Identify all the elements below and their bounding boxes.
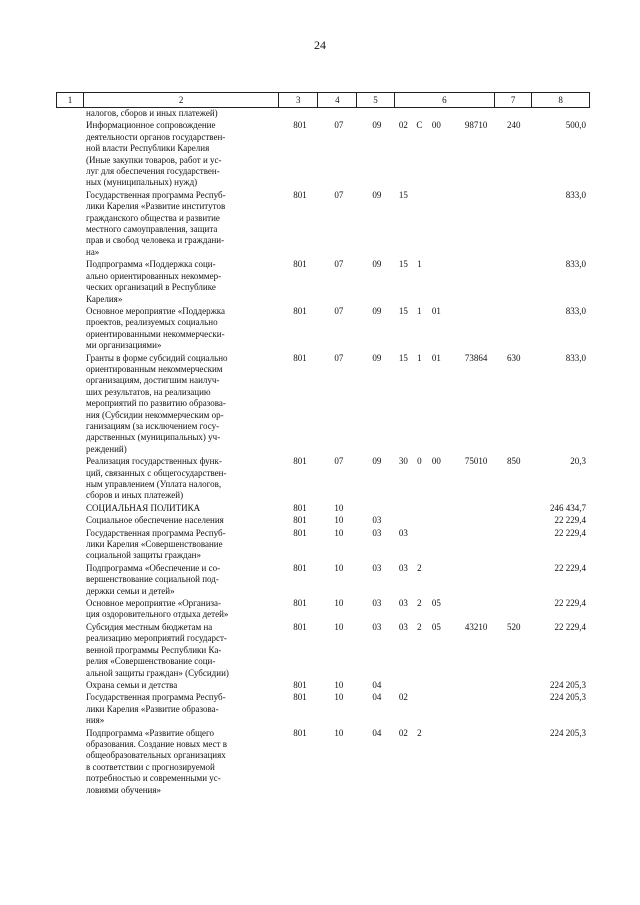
header-col-2: 2	[84, 93, 279, 107]
target-direction	[445, 108, 487, 119]
row-expense-type: 850	[507, 456, 521, 467]
table-row	[56, 515, 590, 526]
target-program: 02	[398, 120, 408, 131]
row-expense-type	[495, 515, 532, 526]
row-expense-type	[495, 503, 532, 514]
row-subsection-code	[358, 503, 395, 514]
row-target-article	[395, 259, 495, 305]
row-section-code: 07	[334, 259, 344, 270]
row-expense-type	[495, 598, 532, 621]
row-subsection-code: 09	[372, 259, 382, 270]
budget-table	[56, 92, 590, 797]
row-subsection-code: 09	[372, 305, 382, 316]
target-direction: 98710	[464, 120, 488, 131]
row-target-article	[395, 503, 495, 514]
row-description: Субсидия местным бюджетам на реализацию мероприятий государст- венной программы Республики Ка- релия «Совершенствование соци- альной защиты граждан» (Субсидии)	[86, 621, 229, 678]
table-row	[56, 680, 590, 691]
row-amount: 500,0	[565, 120, 586, 131]
target-subprogram	[411, 503, 427, 514]
target-activity	[427, 728, 445, 796]
row-expense-type: 520	[507, 621, 521, 632]
table-row	[56, 692, 590, 726]
target-direction	[445, 190, 487, 258]
header-col-3: 3	[279, 93, 318, 107]
table-row	[56, 528, 590, 562]
row-expense-type	[495, 528, 532, 562]
target-direction	[445, 563, 487, 597]
target-program: 03	[398, 621, 408, 632]
row-ministry-code: 801	[293, 515, 307, 526]
row-ministry-code: 801	[293, 727, 307, 738]
target-direction	[445, 528, 487, 562]
row-amount: 833,0	[565, 259, 586, 270]
row-subsection-code: 03	[372, 621, 382, 632]
row-section-code: 10	[334, 562, 344, 573]
row-target-article	[395, 528, 495, 562]
row-description: Охрана семьи и детства	[86, 679, 178, 690]
row-amount: 833,0	[565, 352, 586, 363]
row-section-code: 10	[334, 527, 344, 538]
row-subsection-code: 04	[372, 692, 382, 703]
target-direction	[445, 680, 487, 691]
row-ministry-code: 801	[293, 352, 307, 363]
row-target-article	[395, 353, 495, 456]
row-section-code: 10	[334, 692, 344, 703]
target-activity: 05	[431, 621, 441, 632]
target-program: 02	[398, 692, 408, 703]
target-subprogram	[411, 692, 427, 726]
row-subsection-code: 03	[372, 515, 382, 526]
target-activity: 00	[431, 456, 441, 467]
table-row	[56, 108, 590, 119]
row-subsection-code: 04	[372, 727, 382, 738]
row-subsection-code: 04	[372, 679, 382, 690]
row-section-code: 07	[334, 120, 344, 131]
row-target-article	[395, 598, 495, 621]
row-description: Реализация государственных функ- ций, связанных с общегосударствен- ным управлением (Уплата налогов, сборов и иных платежей)	[86, 456, 227, 501]
target-subprogram	[411, 528, 427, 562]
target-program	[395, 108, 411, 119]
row-target-article	[395, 515, 495, 526]
table-row	[56, 306, 590, 352]
header-col-1: 1	[56, 93, 84, 107]
header-col-6: 6	[395, 93, 495, 107]
target-direction	[445, 728, 487, 796]
row-amount: 22 229,4	[554, 621, 586, 632]
target-program: 15	[398, 189, 408, 200]
row-target-article	[395, 190, 495, 258]
row-subsection-code: 09	[372, 189, 382, 200]
target-program	[395, 680, 411, 691]
target-subprogram	[411, 190, 427, 258]
target-program: 15	[398, 305, 408, 316]
table-body	[56, 108, 590, 796]
row-target-article	[395, 456, 495, 502]
target-subprogram	[411, 108, 427, 119]
table-row	[56, 503, 590, 514]
row-ministry-code: 801	[293, 456, 307, 467]
row-section-code: 10	[334, 502, 344, 513]
row-ministry-code: 801	[293, 598, 307, 609]
row-expense-type	[495, 190, 532, 258]
target-direction	[445, 598, 487, 621]
row-expense-type: 630	[507, 352, 521, 363]
row-target-article	[395, 692, 495, 726]
table-row	[56, 456, 590, 502]
target-activity	[427, 692, 445, 726]
row-subsection-code: 09	[372, 352, 382, 363]
row-expense-type	[495, 108, 532, 119]
target-activity: 01	[431, 305, 441, 316]
row-expense-type	[495, 563, 532, 597]
row-target-article	[395, 728, 495, 796]
target-subprogram: 1	[417, 352, 422, 363]
row-description: Гранты в форме субсидий социально ориентированным некоммерческим организациям, достигшим наилуч- ших результатов, на реализацию мероприятий по развитию образова- ния (Субсидии некоммерческим ор- ганизациям (за исключением госу- дарственных (муниципальных) уч- реждений)	[86, 352, 228, 454]
row-target-article	[395, 622, 495, 679]
row-subsection-code: 09	[372, 456, 382, 467]
target-subprogram: С	[416, 120, 423, 131]
table-row	[56, 190, 590, 258]
row-ministry-code: 801	[293, 679, 307, 690]
row-description: Государственная программа Респуб- лики Карелия «Развитие институтов гражданского общества и развитие местного самоуправления, защита прав и свобод человека и граждани- на»	[86, 189, 226, 257]
row-ministry-code: 801	[293, 502, 307, 513]
row-target-article	[395, 306, 495, 352]
row-amount: 246 434,7	[549, 502, 586, 513]
target-direction	[445, 515, 487, 526]
target-program	[395, 503, 411, 514]
target-program: 03	[398, 562, 408, 573]
row-ministry-code: 801	[293, 305, 307, 316]
row-amount	[532, 108, 590, 119]
table-row	[56, 728, 590, 796]
row-subsection-code	[358, 108, 395, 119]
row-ministry-code	[281, 108, 320, 119]
row-description: налогов, сборов и иных платежей)	[86, 108, 218, 118]
row-expense-type: 240	[507, 120, 521, 131]
target-direction: 73864	[464, 352, 488, 363]
row-description: Информационное сопровождение деятельности органов государствен- ной власти Республики Карелия (Иные закупки товаров, работ и ус- луг для обеспечения государствен- ных (муниципальных) нужд)	[86, 120, 226, 188]
target-activity	[427, 528, 445, 562]
target-activity	[427, 503, 445, 514]
row-subsection-code: 03	[372, 598, 382, 609]
table-header	[56, 92, 590, 108]
row-section-code: 10	[334, 621, 344, 632]
header-col-7: 7	[495, 93, 532, 107]
table-row	[56, 563, 590, 597]
target-program: 15	[398, 352, 408, 363]
row-section-code: 07	[334, 456, 344, 467]
row-target-article	[395, 563, 495, 597]
row-description: Основное мероприятие «Организа- ция оздоровительного отдыха детей»	[86, 598, 229, 620]
target-activity	[427, 190, 445, 258]
row-description: Государственная программа Респуб- лики Карелия «Развитие образова- ния»	[86, 692, 226, 726]
target-subprogram: 0	[417, 456, 422, 467]
target-activity	[427, 259, 445, 305]
row-target-article	[395, 120, 495, 188]
table-row	[56, 259, 590, 305]
row-section-code: 10	[334, 515, 344, 526]
row-amount: 22 229,4	[554, 527, 586, 538]
row-expense-type	[495, 692, 532, 726]
target-direction	[445, 503, 487, 514]
row-section-code: 07	[334, 352, 344, 363]
page-number: 24	[314, 38, 326, 52]
row-section-code: 07	[334, 189, 344, 200]
row-description: Государственная программа Респуб- лики Карелия «Совершенствование социальной защиты граждан»	[86, 527, 226, 561]
target-program: 03	[398, 598, 408, 609]
target-direction: 43210	[464, 621, 488, 632]
header-col-5: 5	[357, 93, 394, 107]
target-activity	[427, 108, 445, 119]
row-description: Подпрограмма «Развитие общего образования. Создание новых мест в общеобразовательных организациях в соответствии с прогнозируемой потребностью и современными ус- ловиями обучения»	[86, 727, 228, 795]
row-description: СОЦИАЛЬНАЯ ПОЛИТИКА	[86, 502, 201, 513]
row-target-article	[395, 680, 495, 691]
row-description: Подпрограмма «Поддержка соци- ально ориентированных некоммер- ческих организаций в Республике Карелия»	[86, 259, 222, 304]
row-ministry-code: 801	[293, 120, 307, 131]
row-section-code	[319, 108, 358, 119]
row-expense-type	[495, 728, 532, 796]
row-description: Подпрограмма «Обеспечение и со- вершенствование социальной под- держки семьи и детей»	[86, 562, 221, 596]
target-subprogram	[411, 515, 427, 526]
row-amount: 22 229,4	[554, 562, 586, 573]
row-section-code: 10	[334, 679, 344, 690]
target-subprogram: 1	[417, 259, 422, 270]
row-ministry-code: 801	[293, 692, 307, 703]
target-program: 15	[398, 259, 408, 270]
row-section-code: 10	[334, 598, 344, 609]
row-subsection-code: 09	[372, 120, 382, 131]
target-program: 30	[398, 456, 408, 467]
row-amount: 22 229,4	[554, 598, 586, 609]
row-ministry-code: 801	[293, 259, 307, 270]
row-amount: 224 205,3	[549, 727, 586, 738]
row-description: Основное мероприятие «Поддержка проектов, реализуемых социально ориентированными некоммерчески- ми организациями»	[86, 305, 226, 351]
table-row	[56, 120, 590, 188]
row-amount: 22 229,4	[554, 515, 586, 526]
target-subprogram: 2	[417, 562, 422, 573]
target-subprogram: 2	[417, 621, 422, 632]
target-program: 02	[398, 727, 408, 738]
target-direction: 75010	[464, 456, 488, 467]
header-col-4: 4	[318, 93, 357, 107]
target-activity	[427, 515, 445, 526]
target-program: 03	[398, 527, 408, 538]
target-program	[395, 515, 411, 526]
target-direction	[445, 692, 487, 726]
row-expense-type	[495, 680, 532, 691]
row-expense-type	[495, 306, 532, 352]
row-section-code: 07	[334, 305, 344, 316]
target-activity: 00	[431, 120, 441, 131]
table-row	[56, 598, 590, 621]
row-amount: 224 205,3	[549, 692, 586, 703]
row-amount: 833,0	[565, 189, 586, 200]
target-direction	[445, 306, 487, 352]
row-section-code: 10	[334, 727, 344, 738]
target-activity: 01	[431, 352, 441, 363]
row-ministry-code: 801	[293, 562, 307, 573]
row-subsection-code: 03	[372, 562, 382, 573]
target-subprogram	[411, 680, 427, 691]
table-row	[56, 353, 590, 456]
target-activity: 05	[431, 598, 441, 609]
row-amount: 833,0	[565, 305, 586, 316]
target-activity	[427, 563, 445, 597]
target-subprogram: 2	[417, 727, 422, 738]
row-amount: 20,3	[570, 456, 586, 467]
row-ministry-code: 801	[293, 189, 307, 200]
header-col-8: 8	[532, 93, 590, 107]
table-row	[56, 622, 590, 679]
row-ministry-code: 801	[293, 621, 307, 632]
row-subsection-code: 03	[372, 527, 382, 538]
row-expense-type	[495, 259, 532, 305]
row-description: Социальное обеспечение населения	[86, 515, 224, 526]
row-ministry-code: 801	[293, 527, 307, 538]
target-subprogram: 1	[417, 305, 422, 316]
row-amount: 224 205,3	[549, 679, 586, 690]
target-subprogram: 2	[417, 598, 422, 609]
row-target-article	[395, 108, 495, 119]
target-activity	[427, 680, 445, 691]
target-direction	[445, 259, 487, 305]
